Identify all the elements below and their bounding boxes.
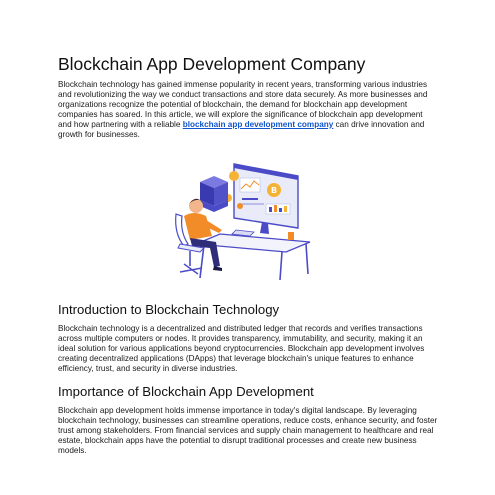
section-importance bbox=[58, 384, 438, 456]
block-cubes bbox=[200, 176, 228, 212]
intro-text: Blockchain technology has gained immense popularity in recent years, transforming various industries and revolutionizing the way we conduct transactions and store data securely. As more businesses and organizations recognize the potential of blockchain, the demand for blockchain app development companies has soared. In this article, we will explore the significance of blockchain app development and how partnering with a reliable bbox=[58, 80, 428, 129]
monitor bbox=[234, 164, 298, 234]
section-introduction bbox=[58, 302, 438, 374]
svg-text:B: B bbox=[270, 186, 278, 196]
section-heading: Importance of Blockchain App Development bbox=[58, 383, 314, 399]
intro-paragraph bbox=[58, 80, 438, 139]
section-heading: Introduction to Blockchain Technology bbox=[58, 302, 280, 318]
blockchain-company-link[interactable]: blockchain app development company bbox=[182, 119, 334, 129]
section-body: Blockchain technology is a decentralized and distributed ledger that records and verifies transactions across multiple computers or nodes. It provides transparency, immutability, and security, making it an ideal solution for various applications beyond cryptocurrencies. Blockchain app development involves creating decentralized applications (DApps) that leverage blockchain's unique features to enhance efficiency, trust, and security in diverse industries. bbox=[58, 324, 425, 374]
intro-tail: can drive innovation and growth for businesses. bbox=[58, 119, 425, 139]
section-body: Blockchain app development holds immense importance in today's digital landscape. By leveraging blockchain technology, businesses can streamline operations, reduce costs, enhance security, and foster trust among stakeholders. From financial services and supply chain management to healthcare and real estate, blockchain apps have the potential to disrupt traditional processes and create new business models. bbox=[58, 405, 438, 455]
page-title: Blockchain App Development Company bbox=[58, 54, 366, 74]
article bbox=[58, 54, 438, 456]
developer-at-desk-illustration bbox=[170, 156, 320, 281]
